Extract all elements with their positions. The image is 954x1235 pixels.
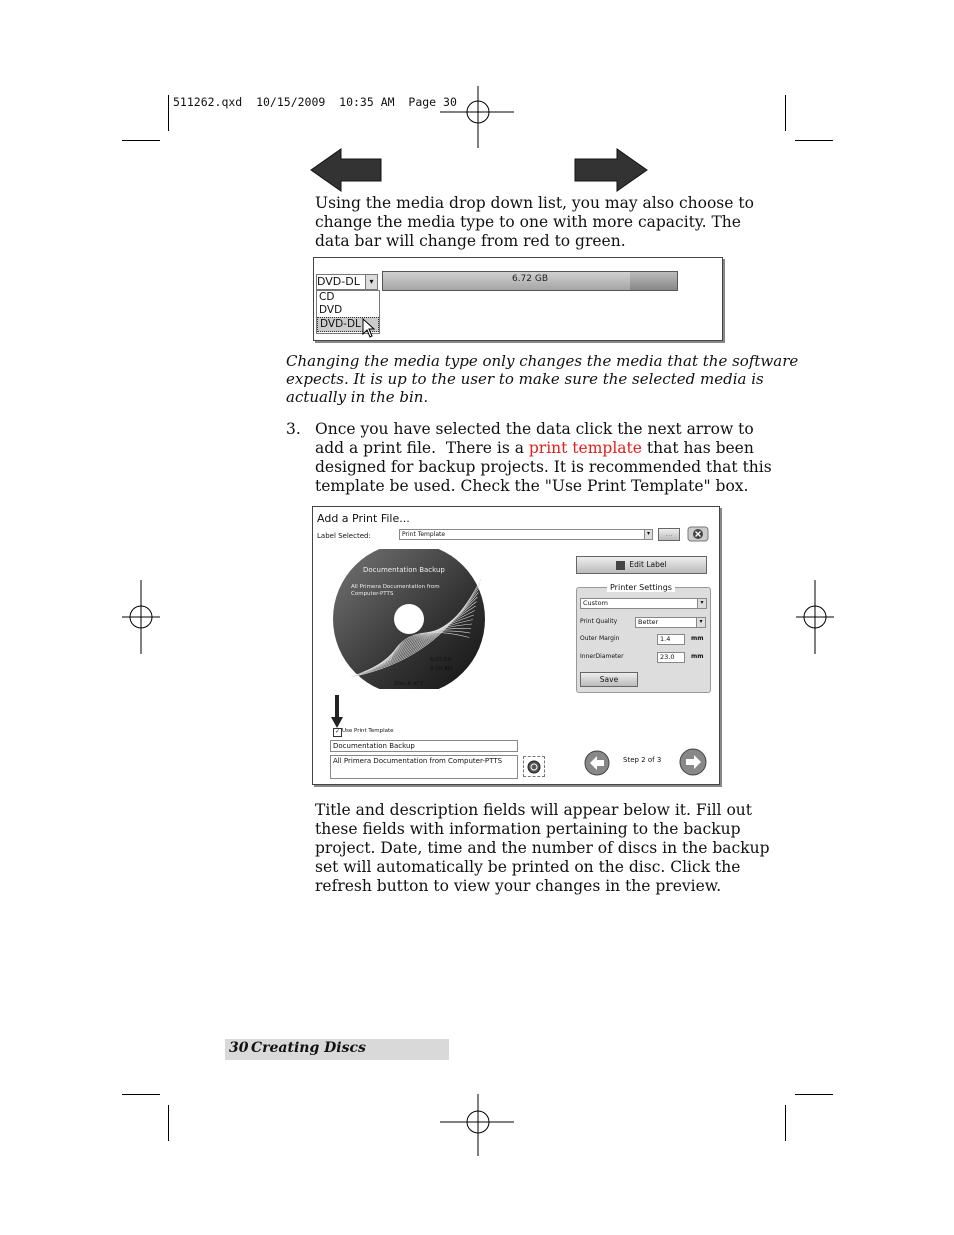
italic-note (286, 352, 798, 406)
print-quality-label: Print Quality (580, 618, 618, 625)
text-line (315, 439, 772, 458)
step-indicator: Step 2 of 3 (623, 756, 662, 764)
section-title: Creating Discs (251, 1040, 366, 1056)
text-span: add a print file. There is a (315, 439, 529, 457)
data-bar (382, 271, 678, 291)
crop-mark (168, 1105, 169, 1141)
registration-mark (794, 578, 836, 656)
unit-label: mm (691, 635, 704, 642)
media-option[interactable]: DVD-DL (317, 317, 379, 332)
crop-mark (785, 1105, 786, 1141)
text-line: data bar will change from red to green. (315, 232, 626, 250)
pencil-icon (616, 561, 625, 570)
inner-diameter-label: InnerDiameter (580, 653, 624, 660)
printer-settings-panel (576, 583, 711, 693)
text-line: Changing the media type only changes the media that the software (286, 352, 799, 370)
registration-mark (440, 1086, 516, 1162)
data-bar-label: 6.72 GB (511, 274, 549, 284)
text-line: template be used. Check the "Use Print Template" box. (315, 477, 749, 495)
media-figure (313, 257, 723, 341)
browse-button[interactable]: ... (658, 528, 680, 541)
registration-mark (440, 78, 516, 154)
disc-date: 6/25/09 (430, 657, 452, 663)
step-number: 3. (286, 420, 301, 438)
left-arrow-icon[interactable] (309, 147, 383, 193)
print-file-dialog (312, 506, 720, 785)
chevron-down-icon[interactable]: ▾ (365, 274, 378, 290)
dialog-title: Add a Print File... (317, 512, 410, 525)
next-arrow-icon[interactable] (679, 748, 707, 776)
crop-mark (795, 140, 833, 141)
text-line: these fields with information pertaining to the backup (315, 820, 741, 838)
use-template-checkbox[interactable]: ✓ (334, 728, 341, 735)
crop-mark (168, 95, 169, 131)
use-template-label: Use Print Template (342, 728, 394, 734)
crop-mark (122, 140, 160, 141)
disc-description: All Primera Documentation from Computer-PTTS (351, 584, 440, 597)
crop-mark (785, 95, 786, 131)
chevron-down-icon[interactable]: ▾ (697, 598, 707, 609)
label-selected-caption: Label Selected: (317, 532, 371, 540)
title-input[interactable]: Documentation Backup (330, 740, 518, 752)
text-line: Title and description fields will appear below it. Fill out (315, 801, 752, 819)
crop-mark (795, 1094, 833, 1095)
text-span: that has been (641, 439, 754, 457)
crop-mark (122, 1094, 160, 1095)
unit-label: mm (691, 653, 704, 660)
close-icon[interactable] (687, 526, 709, 542)
outer-margin-input[interactable]: 1.4 (657, 634, 685, 645)
refresh-icon (524, 757, 544, 776)
print-quality-select[interactable]: Better (635, 617, 706, 628)
text-line: designed for backup projects. It is recommended that this (315, 458, 772, 476)
media-dropdown[interactable]: DVD-DL (316, 274, 378, 290)
print-template-link[interactable]: print template (528, 439, 642, 457)
closing-paragraph (315, 801, 770, 896)
description-input[interactable]: All Primera Documentation from Computer-PTTS (330, 755, 518, 779)
media-option[interactable]: DVD (319, 304, 343, 316)
save-button[interactable]: Save (580, 672, 638, 687)
outer-margin-label: Outer Margin (580, 635, 620, 642)
edit-label-text: Edit Label (629, 560, 667, 569)
disc-title: Documentation Backup (363, 566, 445, 574)
refresh-button[interactable] (523, 756, 545, 777)
step3-paragraph (315, 420, 772, 496)
right-arrow-icon[interactable] (573, 147, 649, 193)
back-arrow-icon[interactable] (584, 750, 610, 776)
disc-time: 9:00 AM (430, 666, 453, 672)
label-select[interactable]: Print Template (399, 529, 653, 540)
intro-paragraph (315, 194, 754, 251)
settings-preset-select[interactable]: Custom (580, 598, 707, 609)
disc-count: Disc X of Y (394, 681, 424, 687)
print-slug: 511262.qxd 10/15/2009 10:35 AM Page 30 (173, 95, 457, 109)
registration-mark (120, 578, 162, 656)
text-line: actually in the bin. (286, 388, 429, 406)
text-line: Using the media drop down list, you may also choose to (315, 194, 754, 212)
text-line: expects. It is up to the user to make sure the selected media is (286, 370, 764, 388)
media-option[interactable]: CD (319, 291, 335, 303)
inner-diameter-input[interactable]: 23.0 (657, 652, 685, 663)
chevron-down-icon[interactable]: ▾ (696, 617, 706, 628)
text-line: project. Date, time and the number of discs in the backup (315, 839, 770, 857)
page-number: 30 (229, 1040, 249, 1056)
footer-bar (225, 1039, 449, 1060)
text-line: Once you have selected the data click the next arrow to (315, 420, 754, 438)
cursor-icon (362, 318, 376, 338)
text-line: set will automatically be printed on the disc. Click the (315, 858, 741, 876)
text-line: refresh button to view your changes in the preview. (315, 877, 722, 895)
printer-settings-legend: Printer Settings (607, 583, 675, 592)
chevron-down-icon[interactable]: ▾ (644, 529, 653, 540)
down-arrow-icon (331, 695, 343, 729)
edit-label-button[interactable] (576, 556, 707, 574)
text-line: change the media type to one with more capacity. The (315, 213, 741, 231)
